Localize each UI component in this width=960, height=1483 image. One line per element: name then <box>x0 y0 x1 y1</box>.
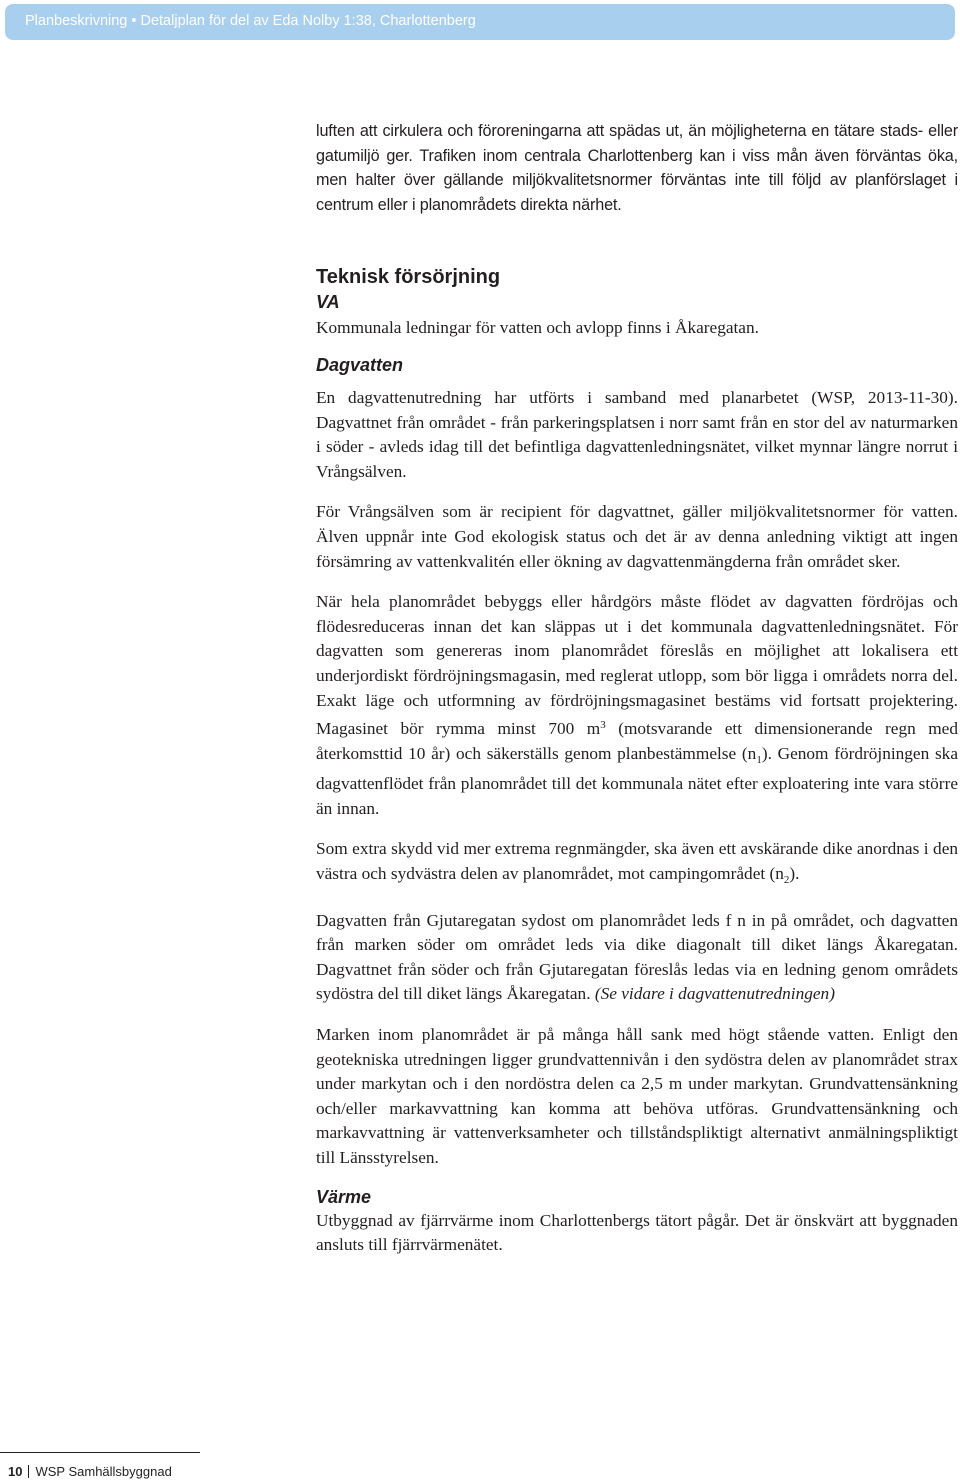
varme-paragraph: Utbyggnad av fjärrvärme inom Charlottenbergs tätort pågår. Det är önskvärt att byggnaden ansluts till fjärrvärmenätet. <box>316 1210 958 1255</box>
dagvatten-paragraph-5 <box>316 909 958 1007</box>
p3-text-a: När hela planområdet bebyggs eller hårdgörs måste flödet av dagvatten fördröjas och flödesreduceras innan det kan släppas ut i det kommunala dagvattenledningsnätet. För dagvatten som genereras inom planområdet föreslås en möjlighet att lokalisera ett underjordiskt fördröjningsmagasin, med reglerat utlopp, som bör ligga i områdets norra del. Exakt läge och utformning av fördröjningsmagasinet bestäms vid fortsatt projektering. Magasinet bör rymma minst 700 m <box>316 592 958 739</box>
p5-text: Dagvatten från Gjutaregatan sydost om planområdet leds f n in på området, och dagvatten från marken söder om området leds via dike diagonalt till diket längs Åkaregatan. Dagvattnet från söder och från Gjutaregatan föreslås ledas via en ledning genom områdets sydöstra del till diket längs Åkaregatan. <box>316 910 958 1004</box>
varme-heading: Värme <box>316 1186 372 1207</box>
header-bar <box>5 4 955 40</box>
p4-text-b: ). <box>789 864 800 884</box>
va-paragraph: Kommunala ledningar för vatten och avlopp finns i Åkaregatan. <box>316 318 759 338</box>
dagvatten-paragraph-3 <box>316 590 958 821</box>
intro-paragraph: luften att cirkulera och föroreningarna att spädas ut, än möjligheterna en tätare stads- eller gatumiljö ger. Trafiken inom centrala Charlottenberg kan i viss mån även förväntas öka, men halter över gällande miljökvalitetsnormer förväntas inte till följd av planförslaget i centrum eller i planområdets direkta närhet. <box>316 122 958 214</box>
p3-text-c: ). Genom fördröjningen ska dagvattenflödet från planområdet till det kommunala nätet efter exploatering inte vara större än innan. <box>316 743 958 818</box>
dagvatten-paragraph-2: För Vrångsälven som är recipient för dagvattnet, gäller miljökvalitetsnormer för vatten. Älven uppnår inte God ekologisk status och det är av denna anledning viktigt att ingen försämring av vattenkvalitén eller ökning av dagvattenmängderna från området sker. <box>316 502 958 571</box>
footer-separator <box>28 1465 29 1478</box>
page-number: 10 <box>8 1464 23 1479</box>
p4-subscript: 2 <box>783 874 790 887</box>
section-title: Teknisk försörjning <box>316 266 501 289</box>
va-heading: VA <box>316 292 340 313</box>
main-content <box>316 119 958 1258</box>
p5-reference: (Se vidare i dagvattenutredningen) <box>594 984 835 1004</box>
p3-superscript: 3 <box>600 719 606 732</box>
document-title: Planbeskrivning • Detaljplan för del av Eda Nolby 1:38, Charlottenberg <box>25 13 476 29</box>
footer-publisher: WSP Samhällsbyggnad <box>35 1464 172 1479</box>
dagvatten-paragraph-6: Marken inom planområdet är på många håll sank med högt stående vatten. Enligt den geotekniska utredningen ligger grundvattennivån i den sydöstra delen av planområdet strax under markytan och i den nordöstra delen ca 2,5 m under markytan. Grundvattensänkning och/eller markavvattning kan komma att behöva utföras. Grundvattensänkning och markavvattning är vattenverksamheter och tillståndspliktigt alternativt anmälningspliktigt till Länsstyrelsen. <box>316 1025 958 1167</box>
dagvatten-paragraph-4 <box>316 837 958 892</box>
page-footer <box>8 1464 172 1479</box>
p3-subscript: 1 <box>756 753 762 766</box>
footer-divider <box>0 1452 200 1453</box>
p3-text-b: (motsvarande ett dimensionerande regn med återkomsttid 10 år) och säkerställs genom planbestämmelse (n <box>316 719 958 763</box>
dagvatten-paragraph-1: En dagvattenutredning har utförts i samband med planarbetet (WSP, 2013-11-30). Dagvattnet från området - från parkeringsplatsen i norr samt från en stor del av naturmarken i söder - avleds idag till det befintliga dagvattenledningsnätet, vilket mynnar längre norrut i Vrångsälven. <box>316 387 958 481</box>
p4-text-a: Som extra skydd vid mer extrema regnmängder, ska även ett avskärande dike anordnas i den västra och sydvästra delen av planområdet, mot campingområdet (n <box>316 839 958 884</box>
dagvatten-heading: Dagvatten <box>316 354 404 375</box>
